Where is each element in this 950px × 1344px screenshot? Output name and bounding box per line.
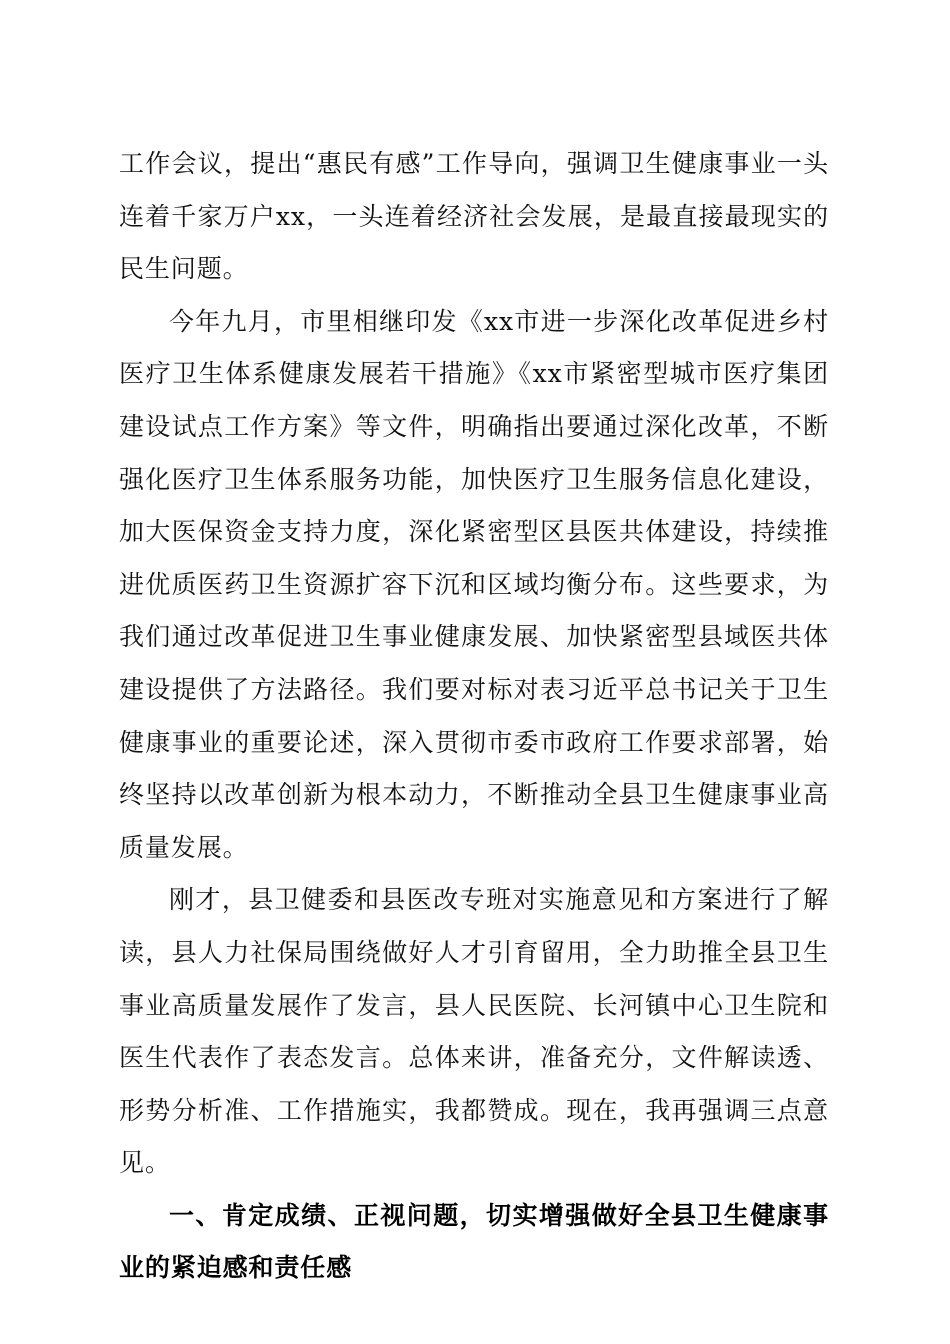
paragraph-continuation: 工作会议，提出“惠民有感”工作导向，强调卫生健康事业一头连着千家万户xx，一头连着经济社会发展，是最直接最现实的民生问题。: [119, 149, 829, 284]
section-heading-one: 一、肯定成绩、正视问题，切实增强做好全县卫生健康事业的紧迫感和责任感: [119, 1200, 829, 1283]
document-body: [119, 138, 829, 1295]
paragraph-september-documents: 今年九月，市里相继印发《xx市进一步深化改革促进乡村医疗卫生体系健康发展若干措施》《xx市紧密型城市医疗集团建设试点工作方案》等文件，明确指出要通过深化改革，不断强化医疗卫生体系服务功能，加快医疗卫生服务信息化建设，加大医保资金支持力度，深化紧密型区县医共体建设，持续推进优质医药卫生资源扩容下沉和区域均衡分布。这些要求，为我们通过改革促进卫生事业健康发展、加快紧密型县域医共体建设提供了方法路径。我们要对标对表习近平总书记关于卫生健康事业的重要论述，深入贯彻市委市政府工作要求部署，始终坚持以改革创新为根本动力，不断推动全县卫生健康事业高质量发展。: [119, 306, 829, 862]
paragraph-speeches-summary: 刚才，县卫健委和县医改专班对实施意见和方案进行了解读，县人力社保局围绕做好人才引育留用，全力助推全县卫生事业高质量发展作了发言，县人民医院、长河镇中心卫生院和医生代表作了表态发言。总体来讲，准备充分，文件解读透、形势分析准、工作措施实，我都赞成。现在，我再强调三点意见。: [119, 885, 829, 1178]
